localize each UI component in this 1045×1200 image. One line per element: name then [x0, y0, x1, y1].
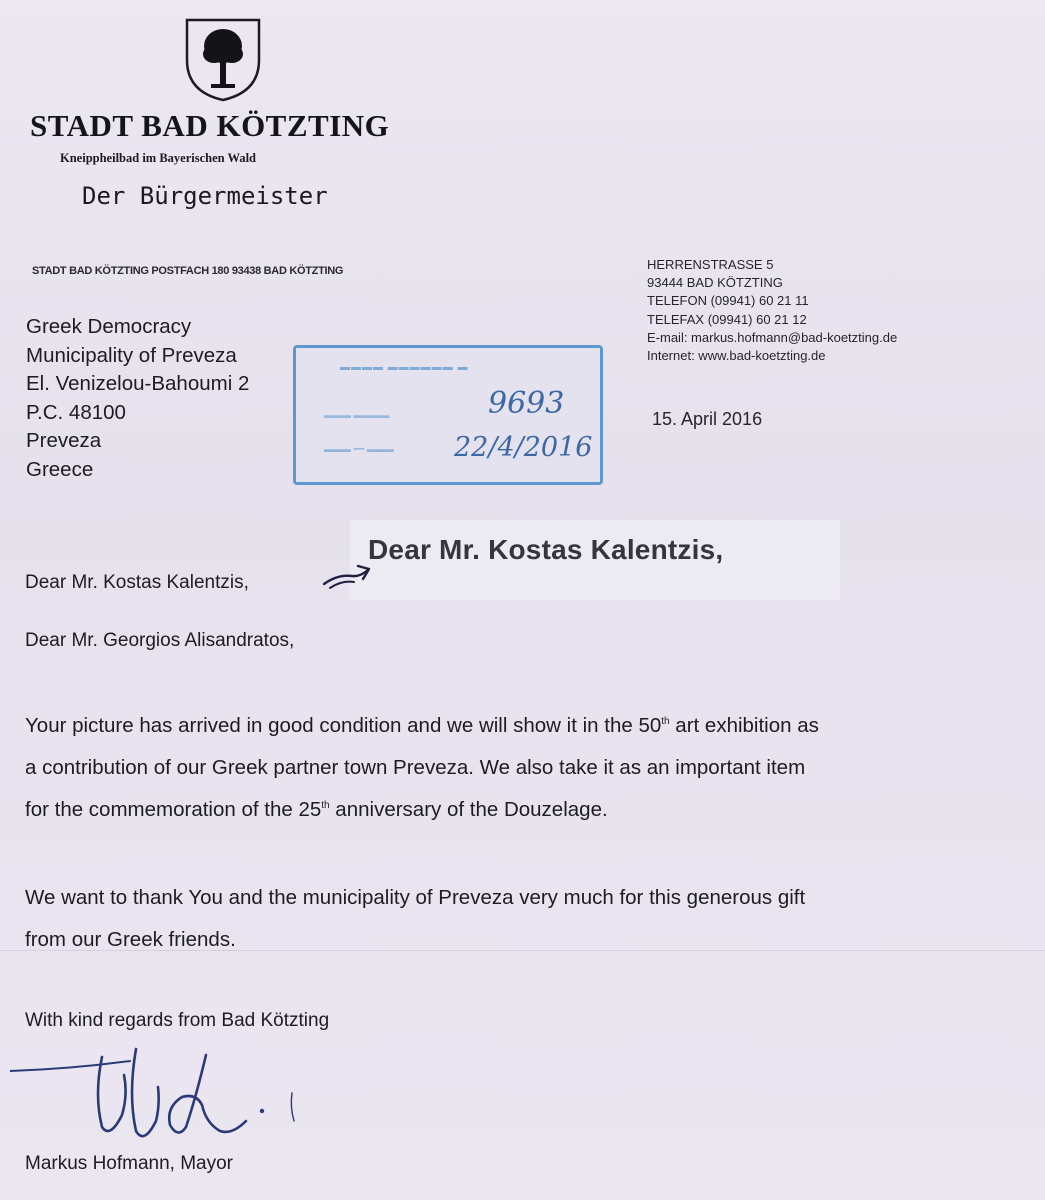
sender-contact-block — [647, 256, 897, 365]
contact-line: 93444 BAD KÖTZTING — [647, 275, 783, 291]
body-paragraph — [25, 877, 805, 961]
return-address-line: STADT BAD KÖTZTING POSTFACH 180 93438 BAD KÖTZTING — [32, 265, 344, 277]
body-text: a contribution of our Greek partner town Preveza. We also take it as an important item — [25, 756, 806, 779]
body-text: anniversary of the Douzelage. — [329, 798, 608, 821]
letterhead-subtitle: Kneippheilbad im Bayerischen Wald — [60, 151, 256, 165]
stamp-date: 22/4/2016 — [454, 432, 593, 463]
stamp-faint-text: ▬▬▬ ▬▬▬▬ — [324, 410, 390, 420]
handwritten-signature — [10, 1035, 300, 1155]
ordinal-suffix: th — [321, 800, 330, 812]
contact-line: E-mail: markus.hofmann@bad-koetzting.de — [647, 329, 898, 345]
letterhead-office: Der Bürgermeister — [82, 182, 328, 210]
letter-date: 15. April 2016 — [652, 409, 763, 429]
closing-line: With kind regards from Bad Kötzting — [25, 1010, 330, 1031]
handwritten-arrow-icon — [320, 558, 376, 592]
contact-line: HERRENSTRASSE 5 — [647, 257, 774, 272]
recipient-line: Greece — [26, 457, 94, 481]
contact-line: TELEFON (09941) 60 21 11 — [647, 293, 809, 309]
recipient-line: El. Venizelou-Bahoumi 2 — [26, 372, 250, 395]
greeting-line: Dear Mr. Kostas Kalentzis, — [25, 572, 249, 593]
stamp-header-text: ▬▬▬▬ ▬▬▬▬▬▬ ▬ — [340, 362, 469, 373]
stamp-faint-text: ▬▬▬ ━━ ▬▬▬ — [324, 444, 394, 454]
body-paragraph — [25, 705, 819, 831]
stamp-protocol-number: 9693 — [488, 386, 565, 421]
city-crest-tree-icon — [183, 14, 263, 102]
recipient-line: Greek Democracy — [26, 315, 192, 338]
body-text: Your picture has arrived in good condition and we will show it in the 50 — [25, 714, 662, 737]
body-text: from our Greek friends. — [25, 928, 236, 951]
recipient-line: P.C. 48100 — [26, 400, 126, 424]
body-text: art exhibition as — [669, 714, 819, 737]
greeting-line: Dear Mr. Georgios Alisandratos, — [25, 630, 295, 651]
contact-line: TELEFAX (09941) 60 21 12 — [647, 311, 807, 327]
paper-fold-line — [0, 950, 1045, 951]
ordinal-suffix: th — [661, 716, 670, 728]
body-text: We want to thank You and the municipality of Preveza very much for this generous gift — [25, 886, 806, 909]
letterhead-city-name: STADT BAD KÖTZTING — [30, 108, 390, 143]
recipient-address — [26, 313, 249, 484]
signer-name: Markus Hofmann, Mayor — [25, 1153, 234, 1174]
body-text: for the commemoration of the 25 — [25, 798, 322, 821]
registration-stamp — [293, 345, 603, 485]
recipient-line: Municipality of Preveza — [26, 343, 237, 367]
contact-line: Internet: www.bad-koetzting.de — [647, 348, 826, 364]
recipient-line: Preveza — [26, 429, 102, 452]
highlight-overlay-text: Dear Mr. Kostas Kalentzis, — [368, 534, 724, 565]
